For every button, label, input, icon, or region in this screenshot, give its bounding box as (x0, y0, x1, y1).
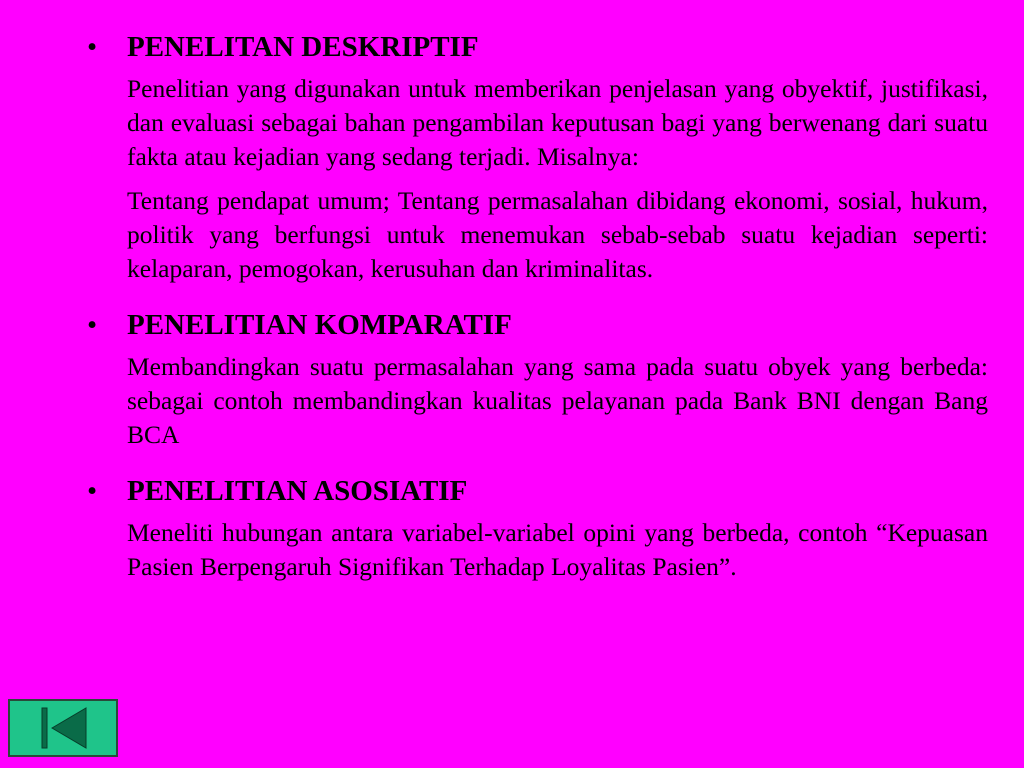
section-paragraph: Tentang pendapat umum; Tentang permasalahan dibidang ekonomi, sosial, hukum, politik yang berfungsi untuk menemukan sebab-sebab suatu kejadian seperti: kelaparan, pemogokan, kerusuhan dan kriminalitas. (127, 186, 988, 283)
section-heading (82, 30, 988, 64)
section-paragraph: Meneliti hubungan antara variabel-variabel opini yang berbeda, contoh “Kepuasan Pasien Berpengaruh Signifikan Terhadap Loyalitas Pasien”. (127, 518, 988, 581)
section-deskriptif (82, 30, 988, 286)
section-title: PENELITIAN KOMPARATIF (127, 309, 512, 341)
slide-content (82, 30, 988, 606)
section-paragraph: Membandingkan suatu permasalahan yang sama pada suatu obyek yang berbeda: sebagai contoh membandingkan kualitas pelayanan pada Bank BNI dengan Bang BCA (127, 352, 988, 449)
section-paragraph: Penelitian yang digunakan untuk memberikan penjelasan yang obyektif, justifikasi, dan evaluasi sebagai bahan pengambilan keputusan bagi yang berwenang dari suatu fakta atau kejadian yang sedang terjadi. Misalnya: (127, 74, 988, 171)
first-slide-button[interactable] (8, 699, 118, 757)
bullet-icon: • (87, 31, 98, 63)
bullet-icon: • (87, 309, 98, 341)
section-title: PENELITAN DESKRIPTIF (127, 31, 479, 63)
bullet-icon: • (87, 475, 98, 507)
skip-to-first-icon (10, 701, 116, 755)
section-asosiatif (82, 474, 988, 584)
section-heading (82, 308, 988, 342)
section-heading (82, 474, 988, 508)
section-komparatif (82, 308, 988, 452)
section-title: PENELITIAN ASOSIATIF (127, 475, 468, 507)
